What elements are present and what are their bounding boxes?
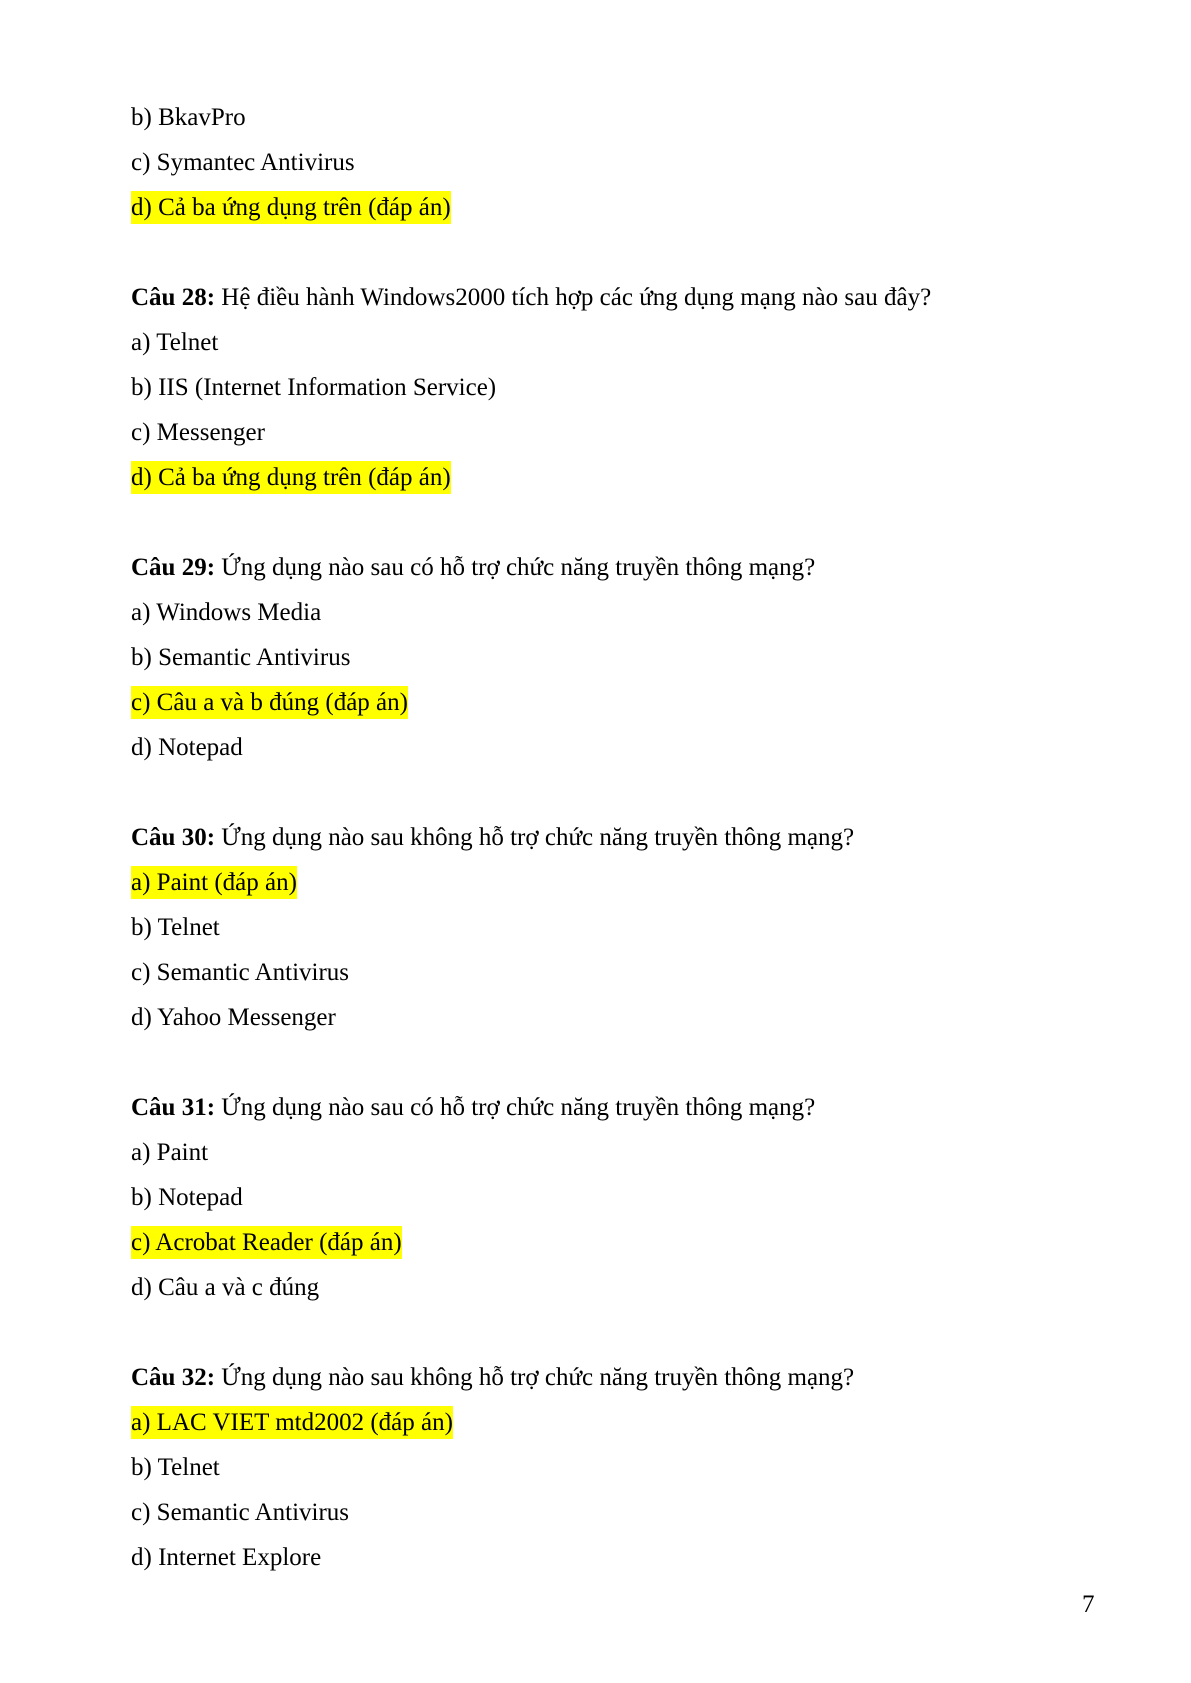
option-text: b) Notepad [131,1184,243,1211]
correct-answer-text: d) Cả ba ứng dụng trên (đáp án) [131,461,451,494]
option-line [131,1130,1091,1175]
page-number: 7 [1082,1591,1095,1618]
option-line [131,1175,1091,1220]
question-text: Ứng dụng nào sau có hỗ trợ chức năng truyền thông mạng? [215,1094,816,1121]
option-text: d) Câu a và c đúng [131,1274,320,1301]
option-line [131,905,1091,950]
option-text: b) Telnet [131,914,220,941]
question-number: Câu 29: [131,554,216,581]
option-line [131,950,1091,995]
question-number: Câu 32: [131,1364,216,1391]
question-number: Câu 30: [131,824,216,851]
answer-option [131,185,1091,230]
paragraph-spacer [131,770,1091,815]
option-text: b) Semantic Antivirus [131,644,351,671]
option-text: a) Windows Media [131,599,322,626]
option-line [131,140,1091,185]
paragraph-spacer [131,500,1091,545]
question-text: Ứng dụng nào sau có hỗ trợ chức năng truyền thông mạng? [215,554,816,581]
question-text: Hệ điều hành Windows2000 tích hợp các ứng dụng mạng nào sau đây? [215,284,932,311]
option-text: c) Semantic Antivirus [131,1499,350,1526]
correct-answer-text: c) Câu a và b đúng (đáp án) [131,686,408,719]
option-text: d) Notepad [131,734,243,761]
question-line [131,815,1091,860]
question-line [131,1085,1091,1130]
question-text: Ứng dụng nào sau không hỗ trợ chức năng truyền thông mạng? [215,824,855,851]
option-text: b) Telnet [131,1454,220,1481]
option-line [131,1445,1091,1490]
question-line [131,545,1091,590]
correct-answer-text: a) Paint (đáp án) [131,866,297,899]
option-line [131,1535,1091,1580]
answer-option [131,1220,1091,1265]
option-text: c) Semantic Antivirus [131,959,350,986]
option-line [131,725,1091,770]
question-number: Câu 28: [131,284,216,311]
option-text: d) Yahoo Messenger [131,1004,336,1031]
answer-option [131,680,1091,725]
option-text: b) IIS (Internet Information Service) [131,374,497,401]
option-line [131,590,1091,635]
option-line [131,95,1091,140]
correct-answer-text: c) Acrobat Reader (đáp án) [131,1226,402,1259]
correct-answer-text: a) LAC VIET mtd2002 (đáp án) [131,1406,453,1439]
option-text: c) Messenger [131,419,265,446]
answer-option [131,1400,1091,1445]
option-line [131,995,1091,1040]
document-body [131,95,1091,1580]
option-line [131,1265,1091,1310]
question-number: Câu 31: [131,1094,216,1121]
option-line [131,635,1091,680]
paragraph-spacer [131,1040,1091,1085]
option-line [131,410,1091,455]
question-text: Ứng dụng nào sau không hỗ trợ chức năng truyền thông mạng? [215,1364,855,1391]
option-text: d) Internet Explore [131,1544,322,1571]
option-text: b) BkavPro [131,104,246,131]
answer-option [131,455,1091,500]
question-line [131,275,1091,320]
answer-option [131,860,1091,905]
paragraph-spacer [131,1310,1091,1355]
option-text: a) Paint [131,1139,209,1166]
correct-answer-text: d) Cả ba ứng dụng trên (đáp án) [131,191,451,224]
option-line [131,320,1091,365]
paragraph-spacer [131,230,1091,275]
option-line [131,1490,1091,1535]
option-text: c) Symantec Antivirus [131,149,355,176]
option-text: a) Telnet [131,329,219,356]
question-line [131,1355,1091,1400]
option-line [131,365,1091,410]
